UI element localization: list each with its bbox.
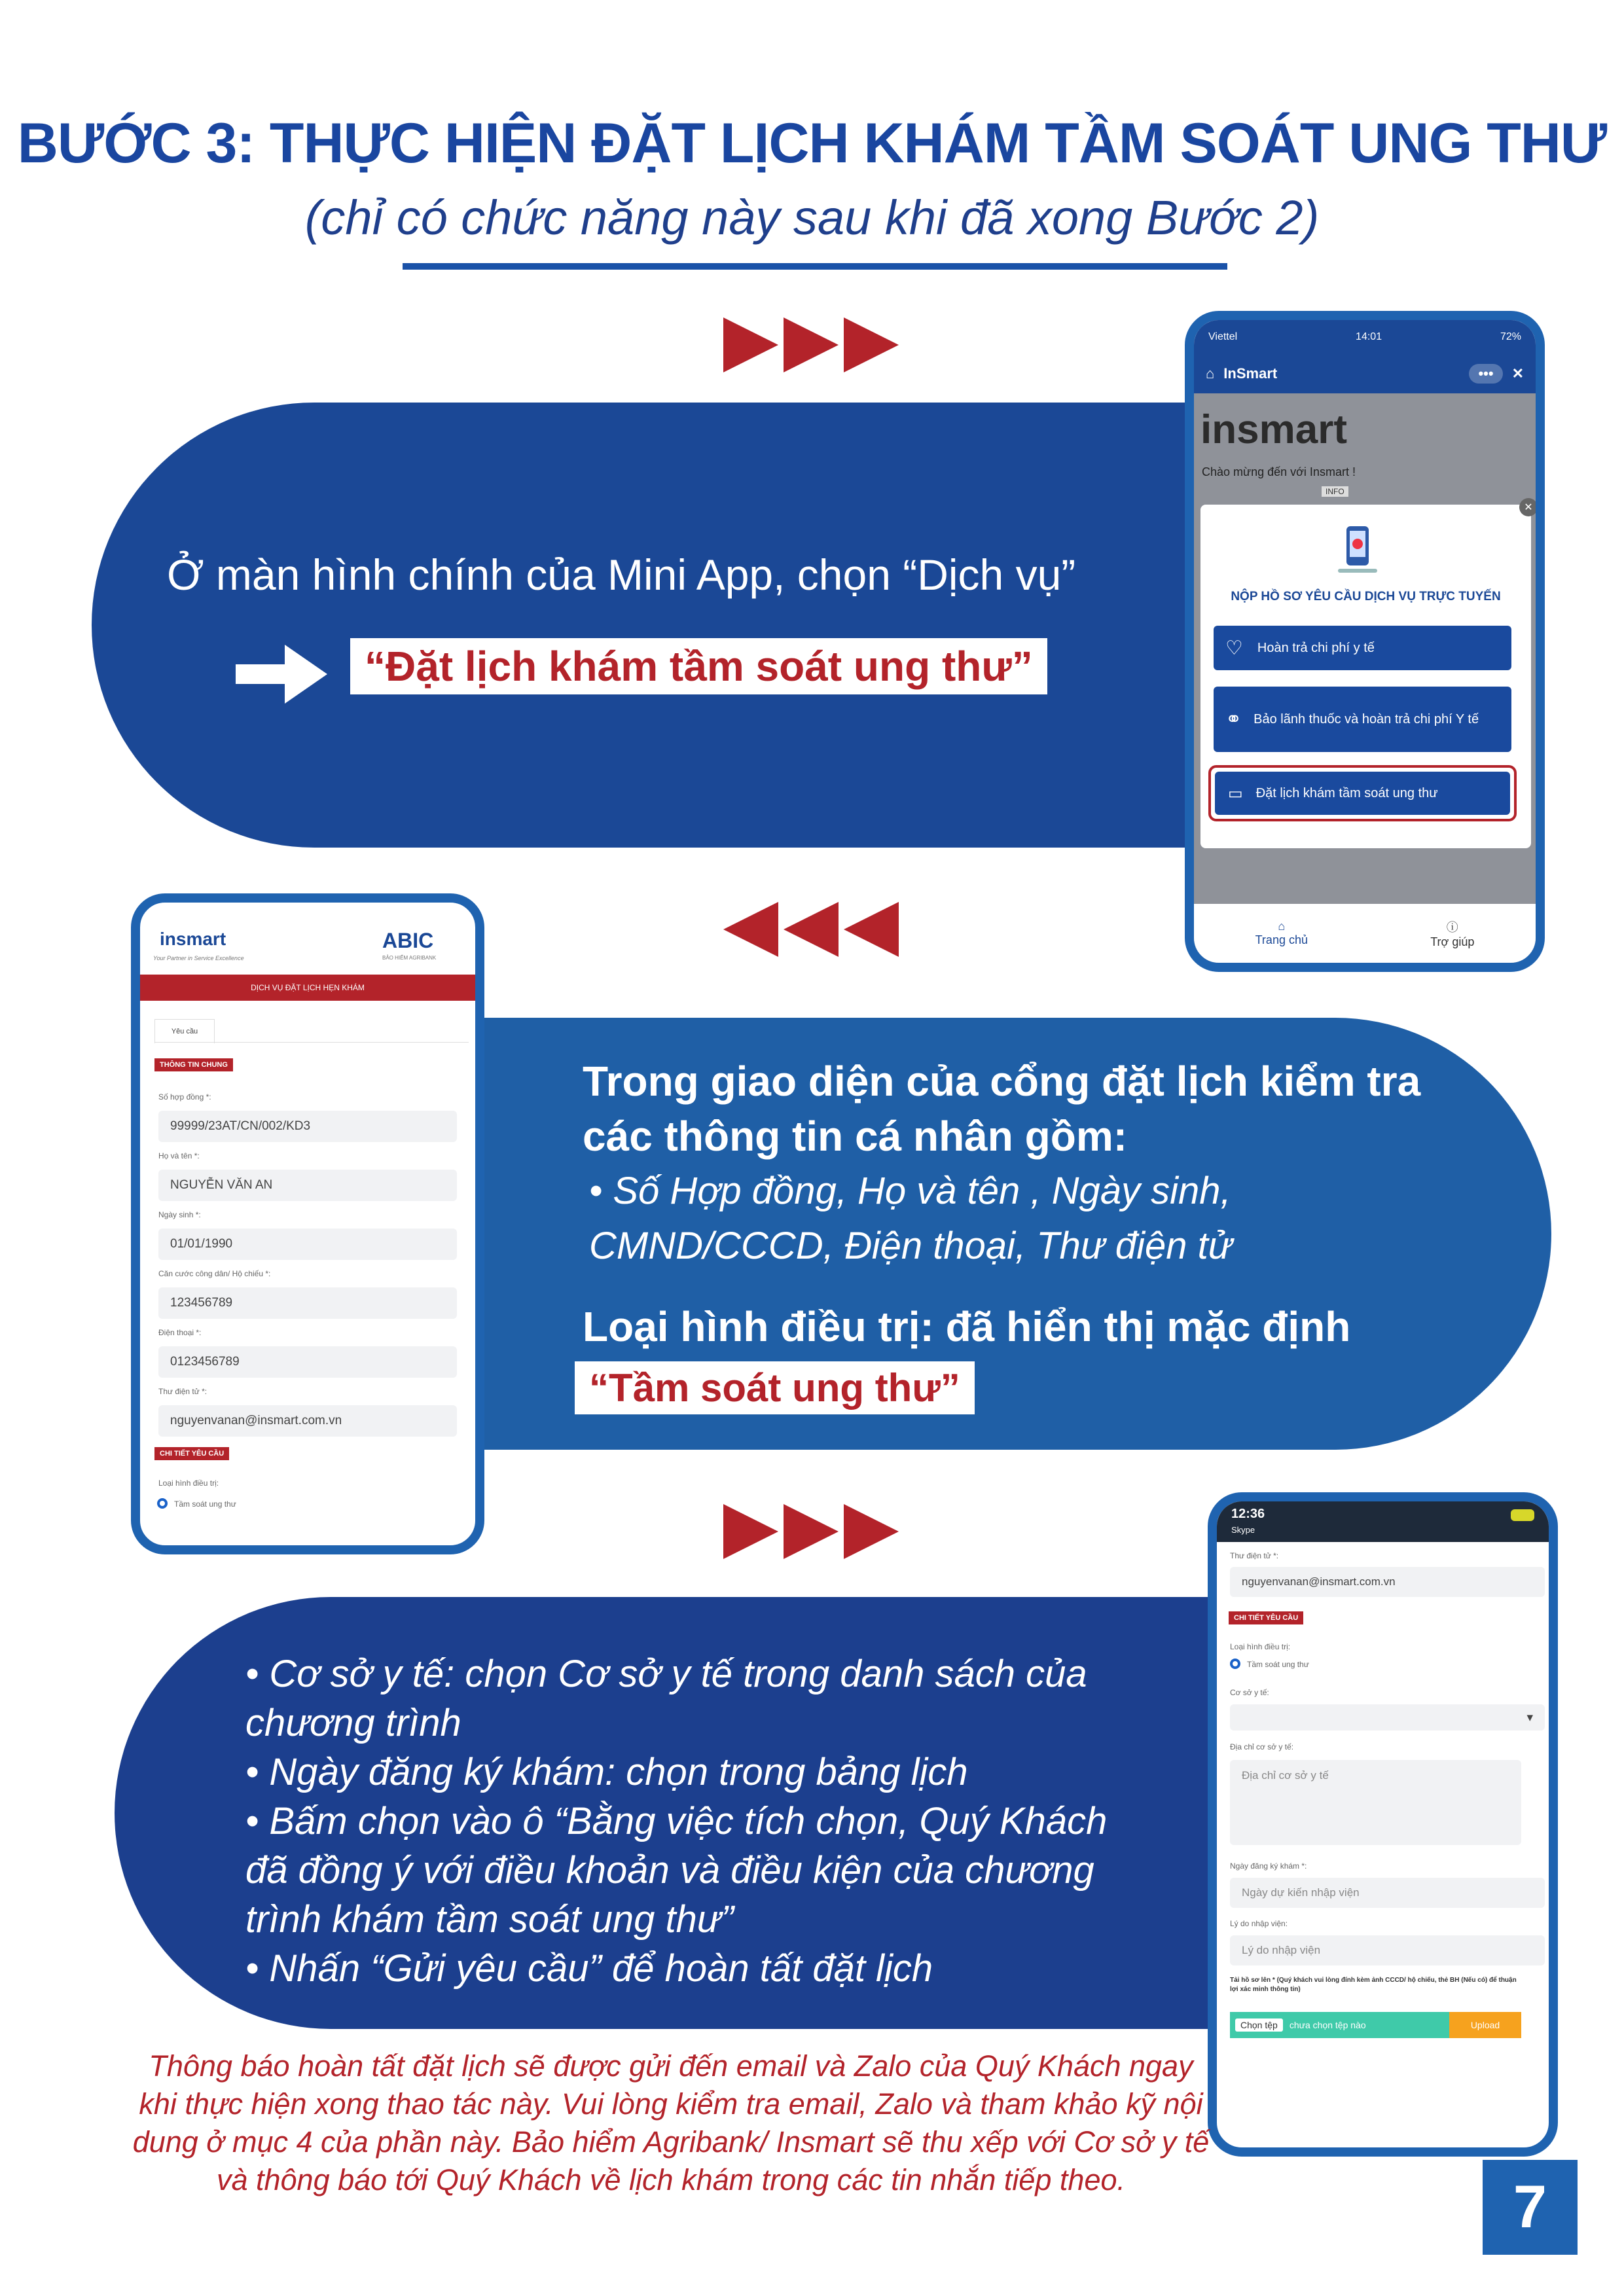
arrow-right-icon xyxy=(723,317,778,372)
step2-highlight: “Tầm soát ung thư” xyxy=(575,1361,975,1414)
no-file-text: chưa chọn tệp nào xyxy=(1289,2020,1366,2030)
arrow-left-icon xyxy=(723,902,778,957)
help-icon: ⓘ xyxy=(1446,920,1458,934)
modal-title: NỘP HỒ SƠ YÊU CẦU DỊCH VỤ TRỰC TUYẾN xyxy=(1231,590,1501,603)
service-reimbursement-button[interactable]: ♡ Hoàn trả chi phí y tế xyxy=(1214,626,1511,670)
status-time: 14:01 xyxy=(1356,331,1382,342)
step1-instruction: Ở màn hình chính của Mini App, chọn “Dịch vụ” xyxy=(167,550,1076,599)
insmart-logo: insmart xyxy=(1200,407,1347,452)
step3-instructions: • Cơ sở y tế: chọn Cơ sở y tế trong danh sách của chương trình • Ngày đăng ký khám: chọn trong bảng lịch • Bấm chọn vào ô “Bằng việc tích chọn, Quý Khách đã đồng ý với điều khoản và điều kiện của chương trình khám tầm soát ung thư” • Nhấn “Gửi yêu cầu” để hoàn tất đặt lịch xyxy=(245,1653,1108,1990)
white-arrow-icon xyxy=(236,645,327,707)
form-banner: DỊCH VỤ ĐẶT LỊCH HẸN KHÁM xyxy=(140,975,475,1001)
treatment-option: Tầm soát ung thư xyxy=(174,1499,236,1509)
field-label: Thư điện tử *: xyxy=(158,1387,208,1396)
treatment-label: Loại hình điều trị: xyxy=(1230,1642,1291,1651)
abic-logo: ABIC xyxy=(382,929,434,952)
service-guarantee-button[interactable]: ⚭ Bảo lãnh thuốc và hoàn trả chi phí Y tế xyxy=(1214,687,1511,752)
home-icon: ⌂ xyxy=(1278,920,1286,933)
address-label: Địa chỉ cơ sở y tế: xyxy=(1230,1742,1294,1751)
arrow-left-group xyxy=(723,902,899,957)
upload-button[interactable]: Upload xyxy=(1449,2012,1521,2038)
app-name: InSmart xyxy=(1223,365,1278,382)
arrow-right-icon xyxy=(723,1504,778,1559)
section-detail-tag: CHI TIẾT YÊU CẦU xyxy=(1229,1611,1303,1624)
arrow-right-icon xyxy=(784,1504,839,1559)
insmart-logo: insmart xyxy=(160,929,226,949)
field-label: Điện thoại *: xyxy=(158,1328,202,1337)
arrow-left-icon xyxy=(844,902,899,957)
upload-row xyxy=(1230,2012,1521,2038)
close-icon[interactable]: ✕ xyxy=(1511,365,1524,382)
info-tag: INFO xyxy=(1322,486,1348,497)
nav-home[interactable]: ⌂ Trang chủ xyxy=(1255,920,1308,946)
status-time: 12:36 xyxy=(1231,1507,1265,1521)
step2-treatment: Loại hình điều trị: đã hiển thị mặc định xyxy=(583,1303,1351,1350)
tab-divider xyxy=(154,1042,469,1043)
full-name-field[interactable]: NGUYỄN VĂN AN xyxy=(158,1170,457,1201)
email-label: Thư điện tử *: xyxy=(1230,1551,1279,1560)
choose-file-button[interactable]: Chọn tệp xyxy=(1235,2018,1283,2032)
completion-note: Thông báo hoàn tất đặt lịch sẽ được gửi đến email và Zalo của Quý Khách ngay khi thực hiện xong thao tác này. Vui lòng kiểm tra email, Zalo và tham khảo kỹ nội dung ở mục 4 của phần này. Bảo hiểm Agribank/ Insmart sẽ thu xếp với Cơ sở y tế và thông báo tới Quý Khách về lịch khám trong các tin nhắn tiếp theo. xyxy=(132,2049,1210,2197)
phone-mockup-booking-form xyxy=(131,893,484,1554)
email-field[interactable]: nguyenvanan@insmart.com.vn xyxy=(158,1405,457,1437)
facility-select[interactable] xyxy=(1230,1704,1545,1731)
upload-label: Tải hồ sơ lên * (Quý khách vui lòng đính kèm ảnh CCCD/ hộ chiếu, thẻ BH (Nếu có) để thuận lợi xác minh thông tin) xyxy=(1230,1977,1517,1993)
treatment-radio[interactable] xyxy=(1230,1659,1240,1669)
status-carrier: Viettel xyxy=(1208,331,1238,342)
modal-close-icon[interactable]: ✕ xyxy=(1519,498,1538,516)
back-to-app[interactable]: Skype xyxy=(1231,1525,1255,1535)
title-underline xyxy=(403,263,1227,270)
section-detail-tag: CHI TIẾT YÊU CẦU xyxy=(154,1447,229,1460)
arrow-right-icon xyxy=(844,317,899,372)
field-label: Họ và tên *: xyxy=(158,1151,200,1160)
arrow-right-group xyxy=(723,317,899,372)
email-field[interactable]: nguyenvanan@insmart.com.vn xyxy=(1230,1567,1545,1597)
arrow-right-icon xyxy=(784,317,839,372)
id-number-field[interactable]: 123456789 xyxy=(158,1287,457,1319)
treatment-radio[interactable] xyxy=(157,1498,168,1509)
phone-mockup-services xyxy=(1185,311,1545,972)
service-cancer-screening-button[interactable]: ▭ Đặt lịch khám tầm soát ung thư xyxy=(1215,772,1510,815)
chevron-down-icon: ▾ xyxy=(1526,1710,1533,1725)
section-general-tag: THÔNG TIN CHUNG xyxy=(154,1058,233,1071)
birth-date-field[interactable]: 01/01/1990 xyxy=(158,1229,457,1260)
arrow-right-icon xyxy=(844,1504,899,1559)
home-icon[interactable]: ⌂ xyxy=(1206,365,1215,382)
date-label: Ngày đăng ký khám *: xyxy=(1230,1861,1307,1871)
nav-help[interactable]: ⓘ Trợ giúp xyxy=(1430,918,1474,949)
phone-field[interactable]: 0123456789 xyxy=(158,1346,457,1378)
step1-highlight: “Đặt lịch khám tầm soát ung thư” xyxy=(350,638,1047,694)
field-label: Căn cước công dân/ Hộ chiếu *: xyxy=(158,1269,271,1278)
battery-icon xyxy=(1511,1509,1534,1521)
reason-field[interactable]: Lý do nhập viện xyxy=(1230,1935,1545,1965)
insmart-tagline: Your Partner in Service Excellence xyxy=(153,955,244,961)
page-number: 7 xyxy=(1483,2160,1578,2255)
step2-bullet: • Số Hợp đồng, Họ và tên , Ngày sinh, CMND/CCCD, Điện thoại, Thư điện tử xyxy=(589,1170,1233,1267)
treatment-option: Tầm soát ung thư xyxy=(1247,1660,1309,1669)
step-panel-1 xyxy=(92,403,1335,848)
welcome-text: Chào mừng đến với Insmart ! xyxy=(1202,465,1356,478)
heart-icon: ♡ xyxy=(1225,637,1243,659)
abic-subtitle: BẢO HIỂM AGRIBANK xyxy=(382,955,437,961)
arrow-right-group xyxy=(723,1504,899,1559)
facility-label: Cơ sở y tế: xyxy=(1230,1688,1269,1697)
file-chooser[interactable] xyxy=(1230,2012,1449,2038)
page-subtitle: (chỉ có chức năng này sau khi đã xong Bước 2) xyxy=(304,190,1320,245)
status-battery: 72% xyxy=(1500,331,1521,342)
calendar-card-icon: ▭ xyxy=(1228,784,1243,802)
phone-mockup-booking-details xyxy=(1208,1492,1558,2157)
tab-request[interactable]: Yêu cầu xyxy=(154,1019,215,1043)
phone-app-icon xyxy=(1335,523,1380,579)
reason-label: Lý do nhập viện: xyxy=(1230,1919,1288,1928)
more-icon[interactable]: ••• xyxy=(1469,364,1502,384)
service-modal xyxy=(1200,502,1533,848)
treatment-label: Loại hình điều trị: xyxy=(158,1479,219,1488)
step2-heading: Trong giao diện của cổng đặt lịch kiểm tra các thông tin cá nhân gồm: xyxy=(583,1058,1421,1160)
date-field[interactable]: Ngày dự kiến nhập viện xyxy=(1230,1878,1545,1908)
address-field[interactable]: Địa chỉ cơ sở y tế xyxy=(1230,1760,1521,1845)
pill-icon: ⚭ xyxy=(1225,708,1242,730)
field-label: Ngày sinh *: xyxy=(158,1210,201,1219)
page-title: BƯỚC 3: THỰC HIỆN ĐẶT LỊCH KHÁM TẦM SOÁT UNG THƯ xyxy=(17,112,1607,175)
arrow-left-icon xyxy=(784,902,839,957)
field-label: Số hợp đồng *: xyxy=(158,1092,211,1102)
contract-number-field[interactable]: 99999/23AT/CN/002/KD3 xyxy=(158,1111,457,1142)
